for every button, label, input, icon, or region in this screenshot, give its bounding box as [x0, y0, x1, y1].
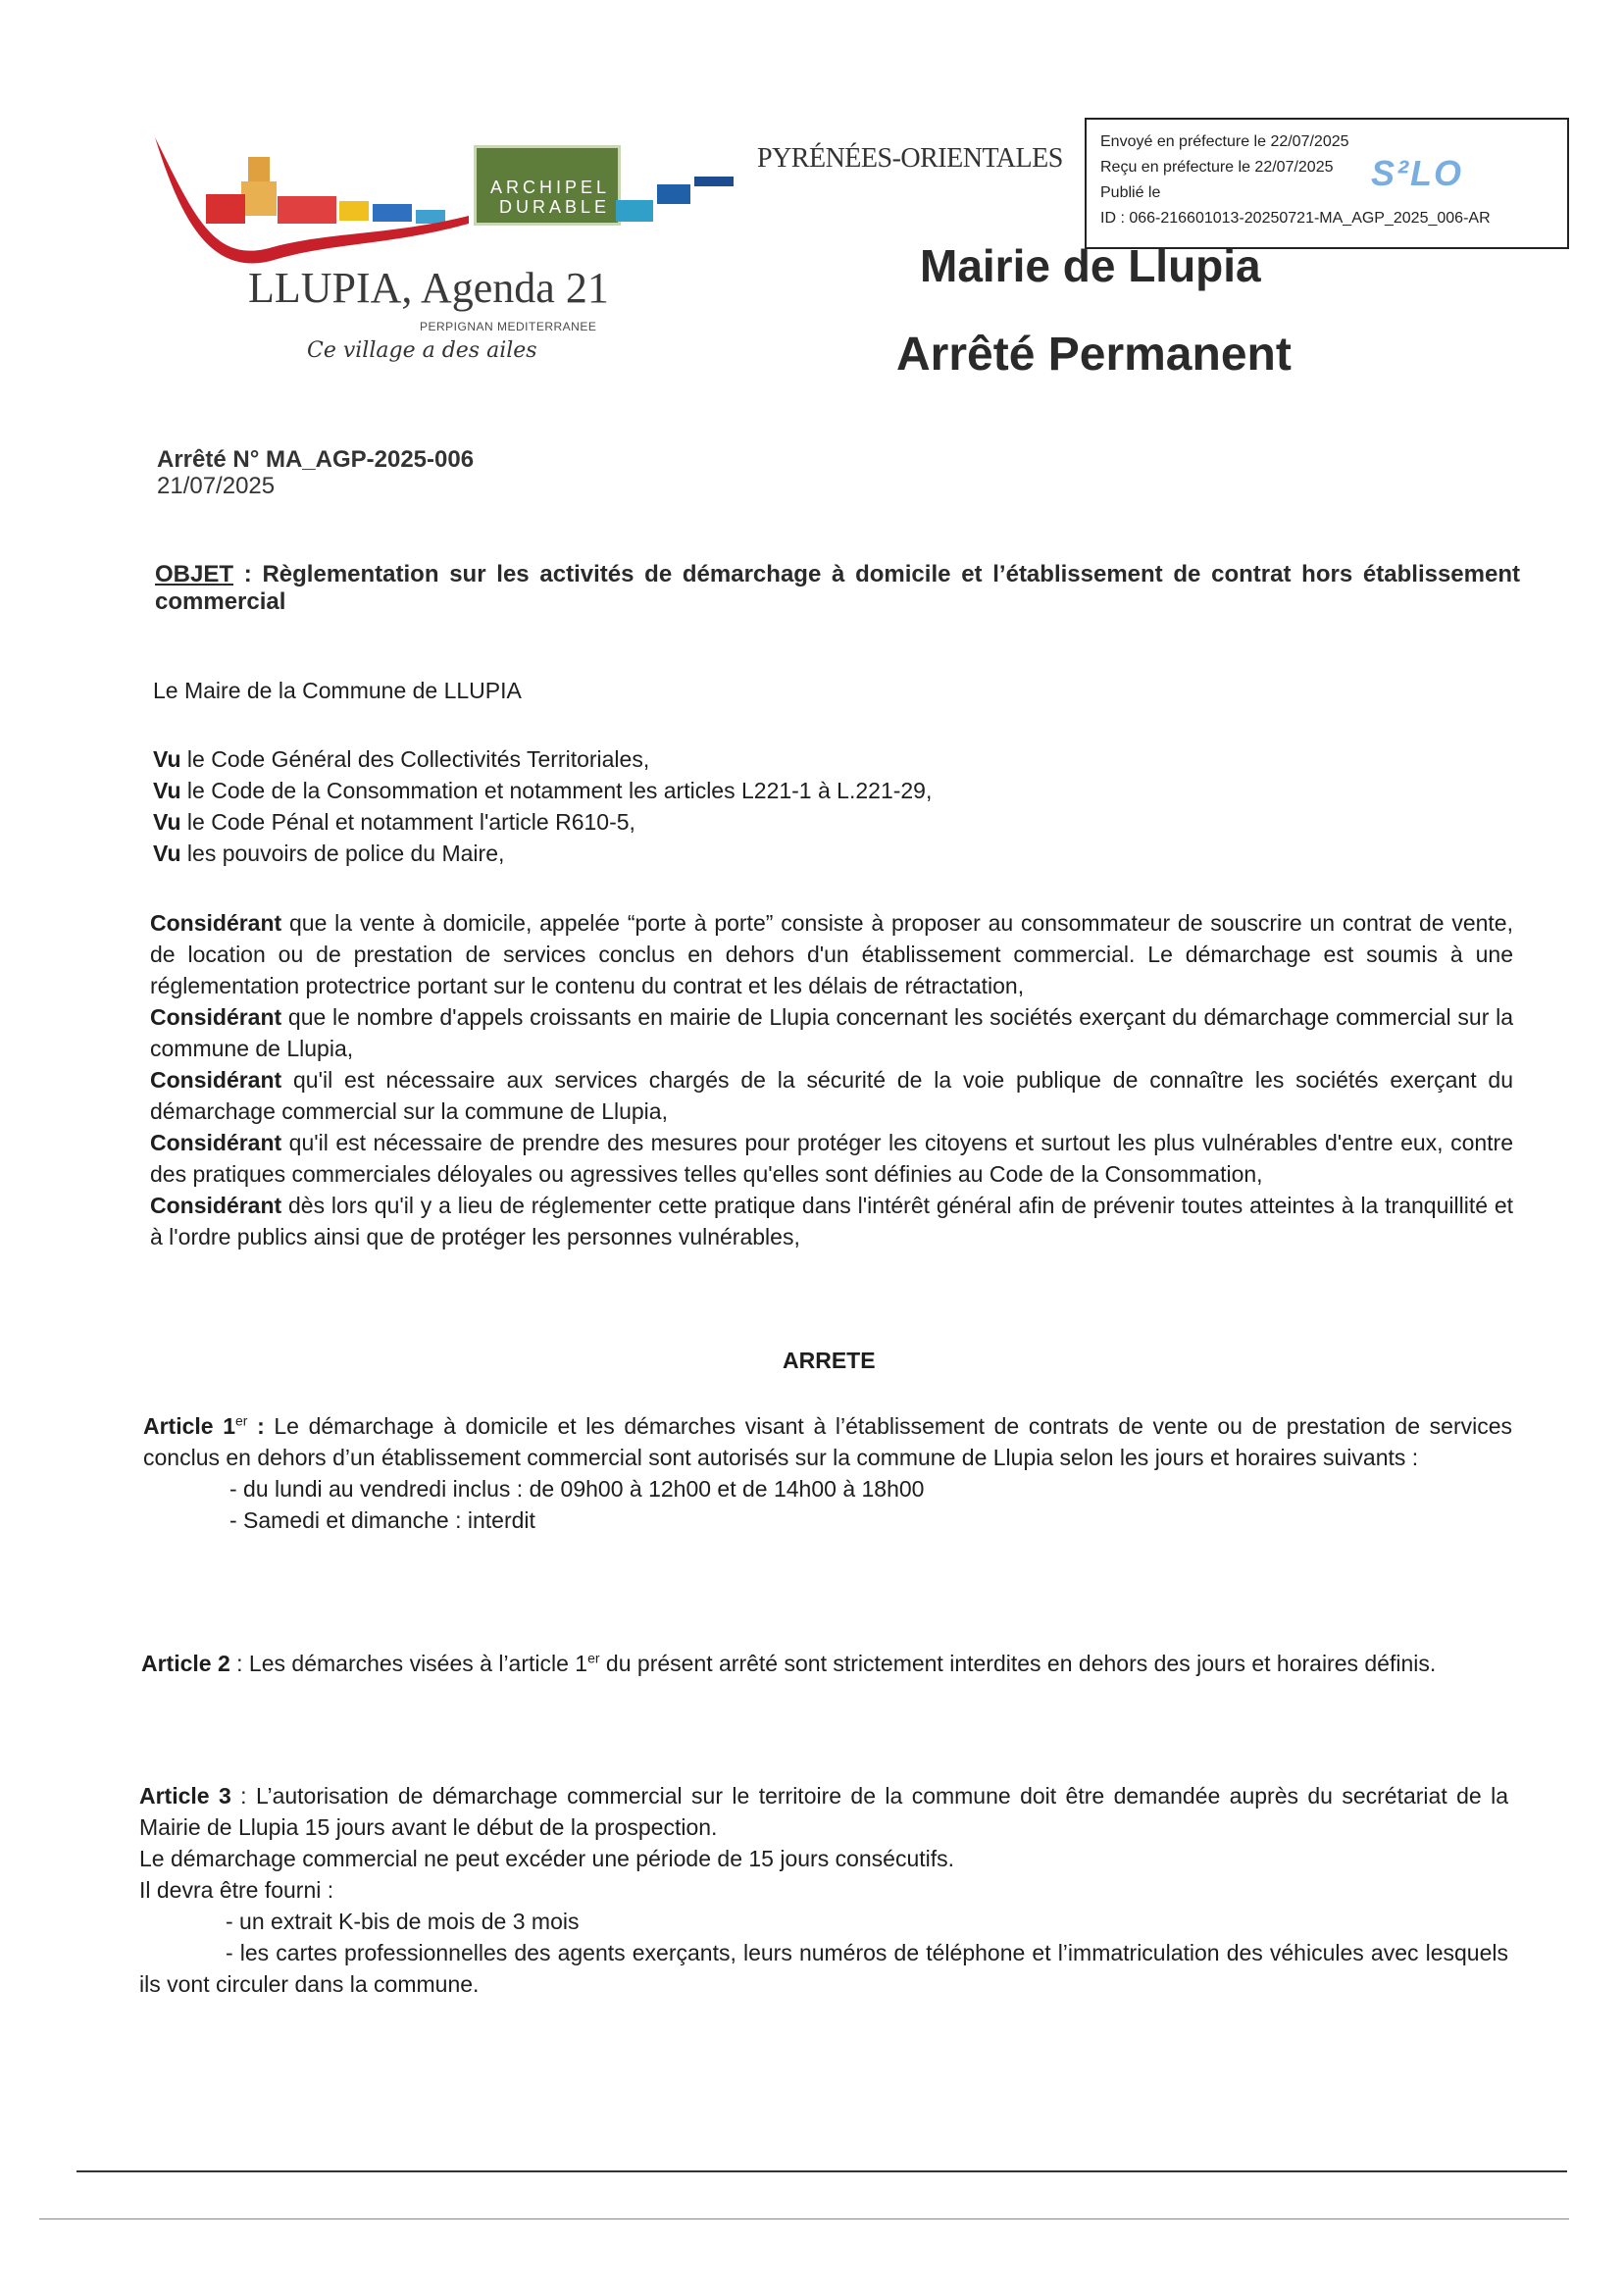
village-wing-icon — [155, 137, 479, 275]
considerant-item: Considérant qu'il est nécessaire de prendre des mesures pour protéger les citoyens et surtout les plus vulnérables d'entre eux, contre des pratiques commerciales déloyales ou agressives telles qu'elles sont définies au Code de la Consommation, — [150, 1130, 1513, 1187]
vu-item: Vu le Code Général des Collectivités Territoriales, — [153, 746, 650, 772]
article-3-item: - les cartes professionnelles des agents exerçants, leurs numéros de téléphone et l’immatriculation des véhicules avec lesquels ils vont circuler dans la commune. — [139, 1940, 1508, 1997]
agenda21-logo — [155, 137, 734, 373]
footer-divider — [76, 2170, 1567, 2172]
prefecture-stamp — [1085, 118, 1569, 249]
objet-text: : Règlementation sur les activités de démarchage à domicile et l’établissement de contrat hors établissement commercial — [155, 561, 1520, 615]
article-1-item: - du lundi au vendredi inclus : de 09h00 à 12h00 et de 14h00 à 18h00 — [229, 1476, 925, 1502]
article-3-item: - un extrait K-bis de mois de 3 mois — [226, 1909, 580, 1934]
archipel-durable-badge: ARCHIPEL DURABLE — [474, 145, 621, 226]
colored-flags-icon — [616, 177, 743, 245]
arrete-heading: ARRETE — [783, 1348, 876, 1373]
maire-line: Le Maire de la Commune de LLUPIA — [153, 678, 522, 703]
region-name: PYRÉNÉES-ORIENTALES — [757, 143, 1063, 174]
considerant-item: Considérant dès lors qu'il y a lieu de réglementer cette pratique dans l'intérêt général afin de prévenir toutes atteintes à la tranquillité et à l'ordre publics ainsi que de protéger les personnes vulnérables, — [150, 1193, 1513, 1249]
stamp-published: Publié le — [1100, 184, 1161, 201]
considerant-item: Considérant que le nombre d'appels croissants en mairie de Llupia concernant les sociétés exerçant du démarchage commercial sur la commune de Llupia, — [150, 1004, 1513, 1061]
stamp-id: ID : 066-216601013-20250721-MA_AGP_2025_006-AR — [1100, 210, 1491, 227]
arrete-date: 21/07/2025 — [157, 473, 276, 499]
logo-motto: Ce village a des ailes — [307, 338, 537, 363]
objet-paragraph — [155, 561, 1520, 616]
objet-label: OBJET — [155, 561, 234, 587]
vus-list — [153, 743, 932, 869]
article-3-line: Le démarchage commercial ne peut excéder une période de 15 jours consécutifs. — [139, 1846, 955, 1871]
considerant-item: Considérant qu'il est nécessaire aux services chargés de la sécurité de la voie publique de connaître les sociétés exerçant du démarchage commercial sur la commune de Llupia, — [150, 1067, 1513, 1124]
article-1 — [143, 1410, 1512, 1536]
stamp-received: Reçu en préfecture le 22/07/2025 — [1100, 159, 1334, 176]
article-1-text: Article 1er : Le démarchage à domicile et les démarches visant à l’établissement de contrats de vente ou de prestation de services conclus en dehors d’un établissement commercial sont autorisés sur la commune de Llupia selon les jours et horaires suivants : — [143, 1412, 1512, 1470]
logo-town-text: LLUPIA, Agenda 21 — [248, 264, 609, 312]
mairie-title: Mairie de Llupia — [920, 240, 1261, 291]
article-3-text: Article 3 : L’autorisation de démarchage commercial sur le territoire de la commune doit être demandée auprès du secrétariat de la Mairie de Llupia 15 jours avant le début de la prospection. — [139, 1783, 1508, 1840]
vu-item: Vu les pouvoirs de police du Maire, — [153, 841, 505, 866]
vu-item: Vu le Code de la Consommation et notamment les articles L221-1 à L.221-29, — [153, 778, 933, 803]
considerant-item: Considérant que la vente à domicile, appelée “porte à porte” consiste à proposer au consommateur de souscrire un contrat de vente, de location ou de prestation de services conclus en dehors d'un établissement commercial. Le démarchage est soumis à une réglementation protectrice portant sur le contenu du contrat et les délais de rétractation, — [150, 910, 1513, 998]
considerants-list — [150, 907, 1513, 1252]
article-3 — [139, 1780, 1508, 2000]
vu-item: Vu le Code Pénal et notamment l'article R610-5, — [153, 809, 635, 835]
document-type-title: Arrêté Permanent — [896, 329, 1292, 381]
article-3-line: Il devra être fourni : — [139, 1877, 334, 1903]
slo-logo: S²LO — [1371, 153, 1463, 193]
stamp-sent: Envoyé en préfecture le 22/07/2025 — [1100, 133, 1349, 150]
article-2-text: Article 2 : Les démarches visées à l’article 1er du présent arrêté sont strictement interdites en dehors des jours et horaires définis. — [141, 1650, 1437, 1676]
arrete-number: Arrêté N° MA_AGP-2025-006 — [157, 446, 475, 473]
footer-divider — [39, 2218, 1569, 2219]
article-2 — [141, 1648, 1510, 1679]
article-1-item: - Samedi et dimanche : interdit — [229, 1507, 535, 1533]
logo-subtitle: PERPIGNAN MEDITERRANEE — [420, 320, 597, 333]
